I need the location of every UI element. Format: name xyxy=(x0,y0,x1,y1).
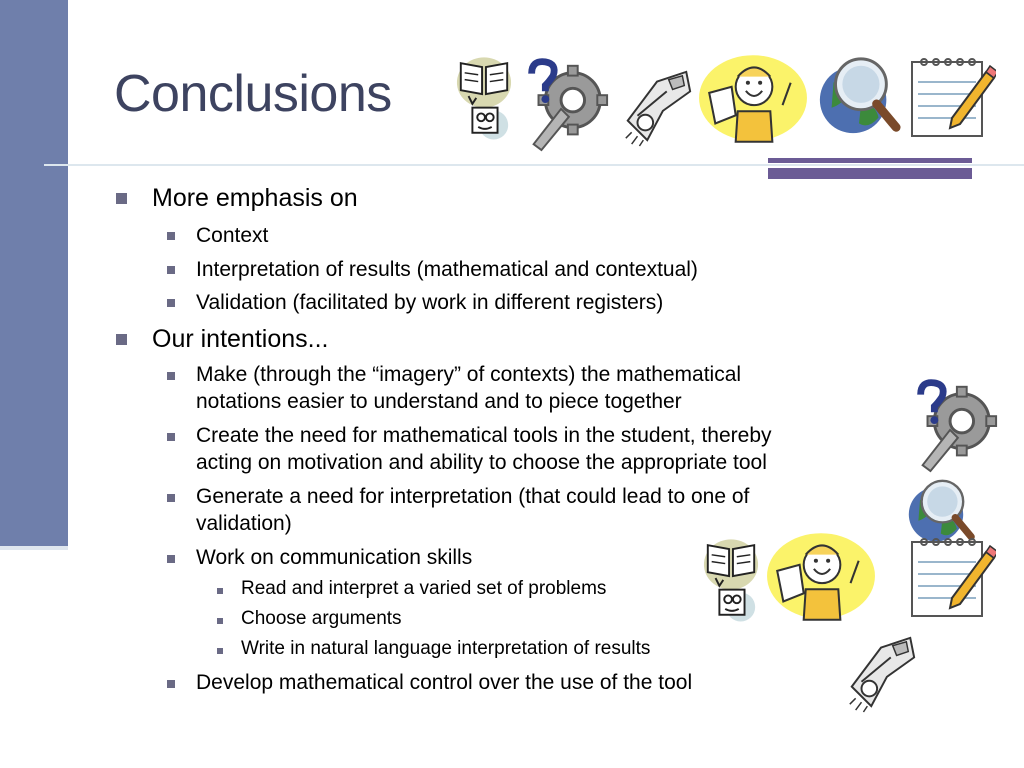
bullet-make-line1: Make (through the “imagery” of contexts) the mathematical xyxy=(196,363,742,386)
book-reader-icon xyxy=(702,534,760,624)
bullet-marker xyxy=(167,232,175,240)
bullet-marker xyxy=(217,618,223,624)
happy-person-icon xyxy=(697,52,809,144)
bullet-more-emphasis: More emphasis on xyxy=(152,184,358,212)
bullet-validation: Validation (facilitated by work in different registers) xyxy=(196,291,664,314)
bullet-marker xyxy=(167,680,175,688)
book-reader-icon xyxy=(455,52,513,142)
bullet-marker xyxy=(217,648,223,654)
title-divider xyxy=(44,164,1024,166)
bullet-develop-control: Develop mathematical control over the use of the tool xyxy=(196,671,693,694)
question-gears-icon xyxy=(903,376,1001,476)
bullet-choose-arguments: Choose arguments xyxy=(241,608,402,629)
bullet-interpretation: Interpretation of results (mathematical and contextual) xyxy=(196,258,698,281)
question-gears-icon xyxy=(514,55,612,155)
bullet-marker xyxy=(167,299,175,307)
bullet-marker xyxy=(167,372,175,380)
bullet-make-line2: notations easier to understand and to piece together xyxy=(196,390,682,413)
bullet-marker xyxy=(217,588,223,594)
bullet-marker xyxy=(116,193,127,204)
sidebar-decoration xyxy=(0,0,68,548)
accent-bar-bottom xyxy=(768,168,972,179)
slide-title: Conclusions xyxy=(114,65,392,123)
bullet-our-intentions: Our intentions... xyxy=(152,325,329,353)
hand-wrench-icon xyxy=(618,62,696,150)
notepad-pencil-icon xyxy=(906,52,996,142)
happy-person-icon xyxy=(765,530,877,622)
bullet-generate-line1: Generate a need for interpretation (that could lead to one of xyxy=(196,485,750,508)
accent-bar-top xyxy=(768,158,972,163)
bullet-create-line2: acting on motivation and ability to choose the appropriate tool xyxy=(196,451,767,474)
bullet-marker xyxy=(167,494,175,502)
bullet-create-line1: Create the need for mathematical tools in the student, thereby xyxy=(196,424,772,447)
bullet-communication: Work on communication skills xyxy=(196,546,473,569)
bullet-generate-line2: validation) xyxy=(196,512,292,535)
notepad-pencil-icon xyxy=(906,532,996,622)
bullet-marker xyxy=(167,555,175,563)
bullet-marker xyxy=(116,334,127,345)
bullet-read-interpret: Read and interpret a varied set of problems xyxy=(241,578,607,599)
bullet-marker xyxy=(167,266,175,274)
bullet-write-natural: Write in natural language interpretation of results xyxy=(241,638,651,659)
bullet-context: Context xyxy=(196,224,269,247)
sidebar-shadow xyxy=(0,546,68,550)
hand-wrench-icon xyxy=(842,628,920,716)
globe-magnifier-icon xyxy=(814,52,902,142)
bullet-marker xyxy=(167,433,175,441)
